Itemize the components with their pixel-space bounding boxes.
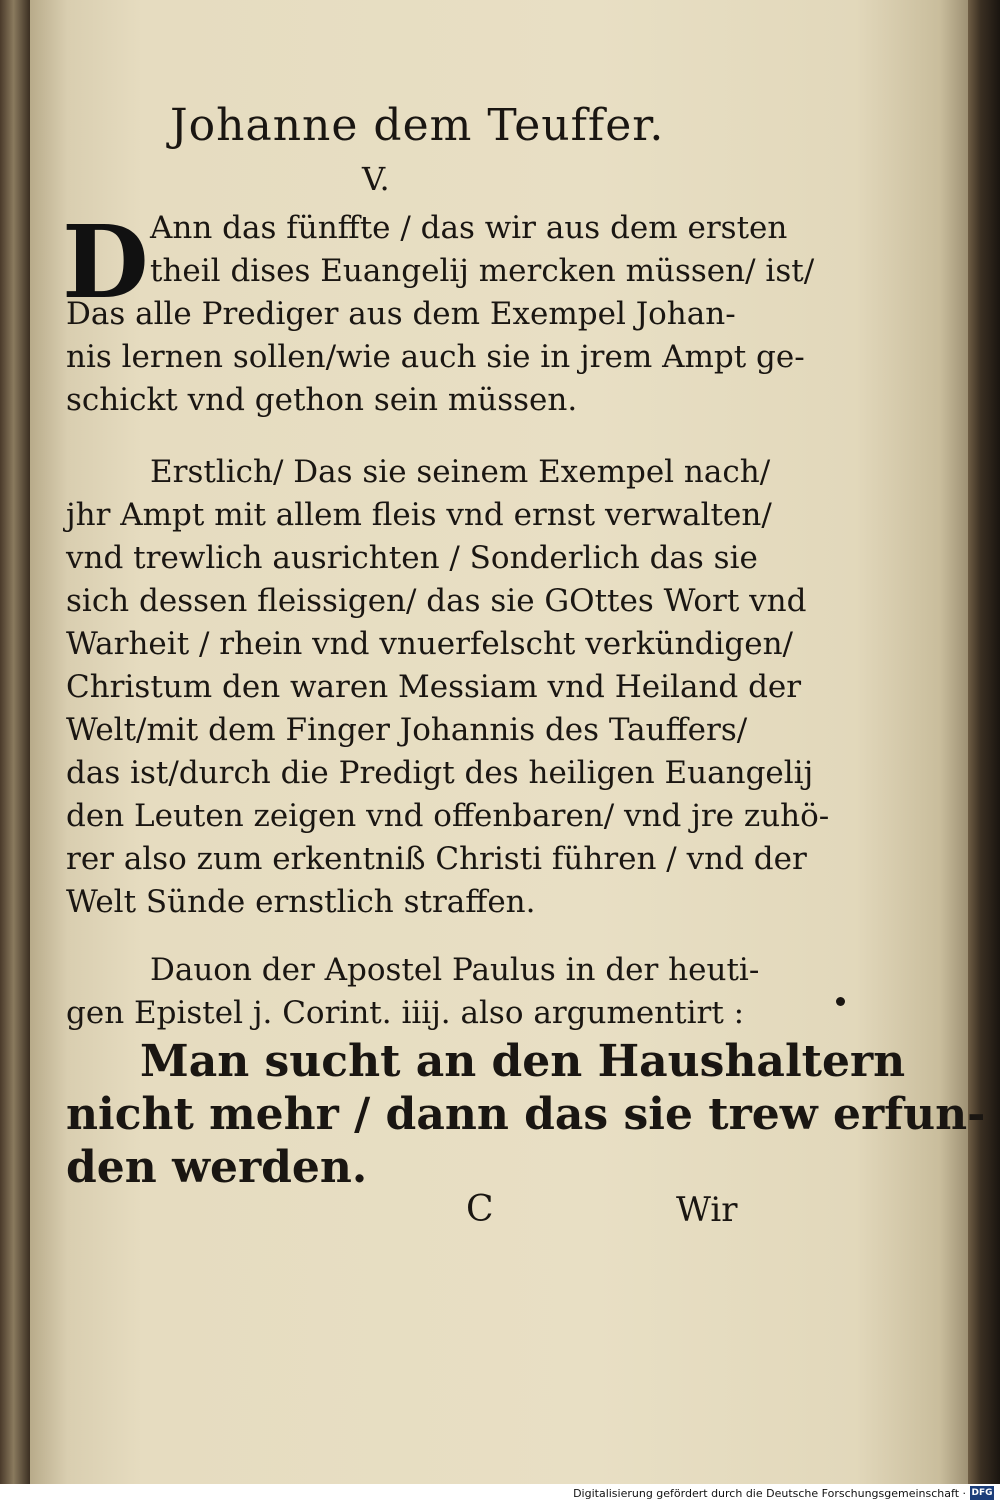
text-line: jhr Ampt mit allem fleis vnd ernst verwalten/ xyxy=(66,497,772,533)
text-line: theil dises Euangelij mercken müssen/ ist/ xyxy=(150,253,815,289)
signature-mark: C xyxy=(466,1189,494,1230)
ink-dot xyxy=(836,997,845,1006)
text-line: rer also zum erkentniß Christi führen / vnd der xyxy=(66,841,807,877)
text-line: Erstlich/ Das sie seinem Exempel nach/ xyxy=(150,454,771,490)
quote-line: nicht mehr / dann das sie trew erfun- xyxy=(66,1089,986,1140)
text-line: Welt Sünde ernstlich straffen. xyxy=(66,884,536,920)
text-line: Warheit / rhein vnd vnuerfelscht verkündigen/ xyxy=(66,626,793,662)
text-line: Christum den waren Messiam vnd Heiland der xyxy=(66,669,802,705)
text-line: Das alle Prediger aus dem Exempel Johan- xyxy=(66,296,736,332)
funding-notice: Digitalisierung gefördert durch die Deutsche Forschungsgemeinschaft · xyxy=(573,1487,966,1500)
catchword: Wir xyxy=(676,1190,738,1230)
book-binding-left xyxy=(0,0,30,1484)
drop-initial: D xyxy=(62,203,149,321)
text-line: den Leuten zeigen vnd offenbaren/ vnd jre zuhö- xyxy=(66,798,830,834)
chapter-number: V. xyxy=(362,160,390,198)
text-line: nis lernen sollen/wie auch sie in jrem Ampt ge- xyxy=(66,339,805,375)
dfg-logo: DFG xyxy=(971,1488,993,1498)
text-line: sich dessen fleissigen/ das sie GOttes Wort vnd xyxy=(66,583,807,619)
quote-line: Man sucht an den Haushaltern xyxy=(140,1036,906,1087)
text-line: Ann das fünffte / das wir aus dem ersten xyxy=(150,210,788,246)
text-line: gen Epistel j. Corint. iiij. also argumentirt : xyxy=(66,995,745,1031)
running-header: Johanne dem Teuffer. xyxy=(170,100,665,151)
text-line: das ist/durch die Predigt des heiligen Euangelij xyxy=(66,755,814,791)
text-line: Dauon der Apostel Paulus in der heuti- xyxy=(150,952,760,988)
quote-line: den werden. xyxy=(66,1142,368,1193)
footer-bar xyxy=(0,1484,1000,1504)
text-line: vnd trewlich ausrichten / Sonderlich das sie xyxy=(66,540,758,576)
text-line: Welt/mit dem Finger Johannis des Tauffers/ xyxy=(66,712,748,748)
book-edge-right xyxy=(968,0,1000,1484)
text-line: schickt vnd gethon sein müssen. xyxy=(66,382,578,418)
